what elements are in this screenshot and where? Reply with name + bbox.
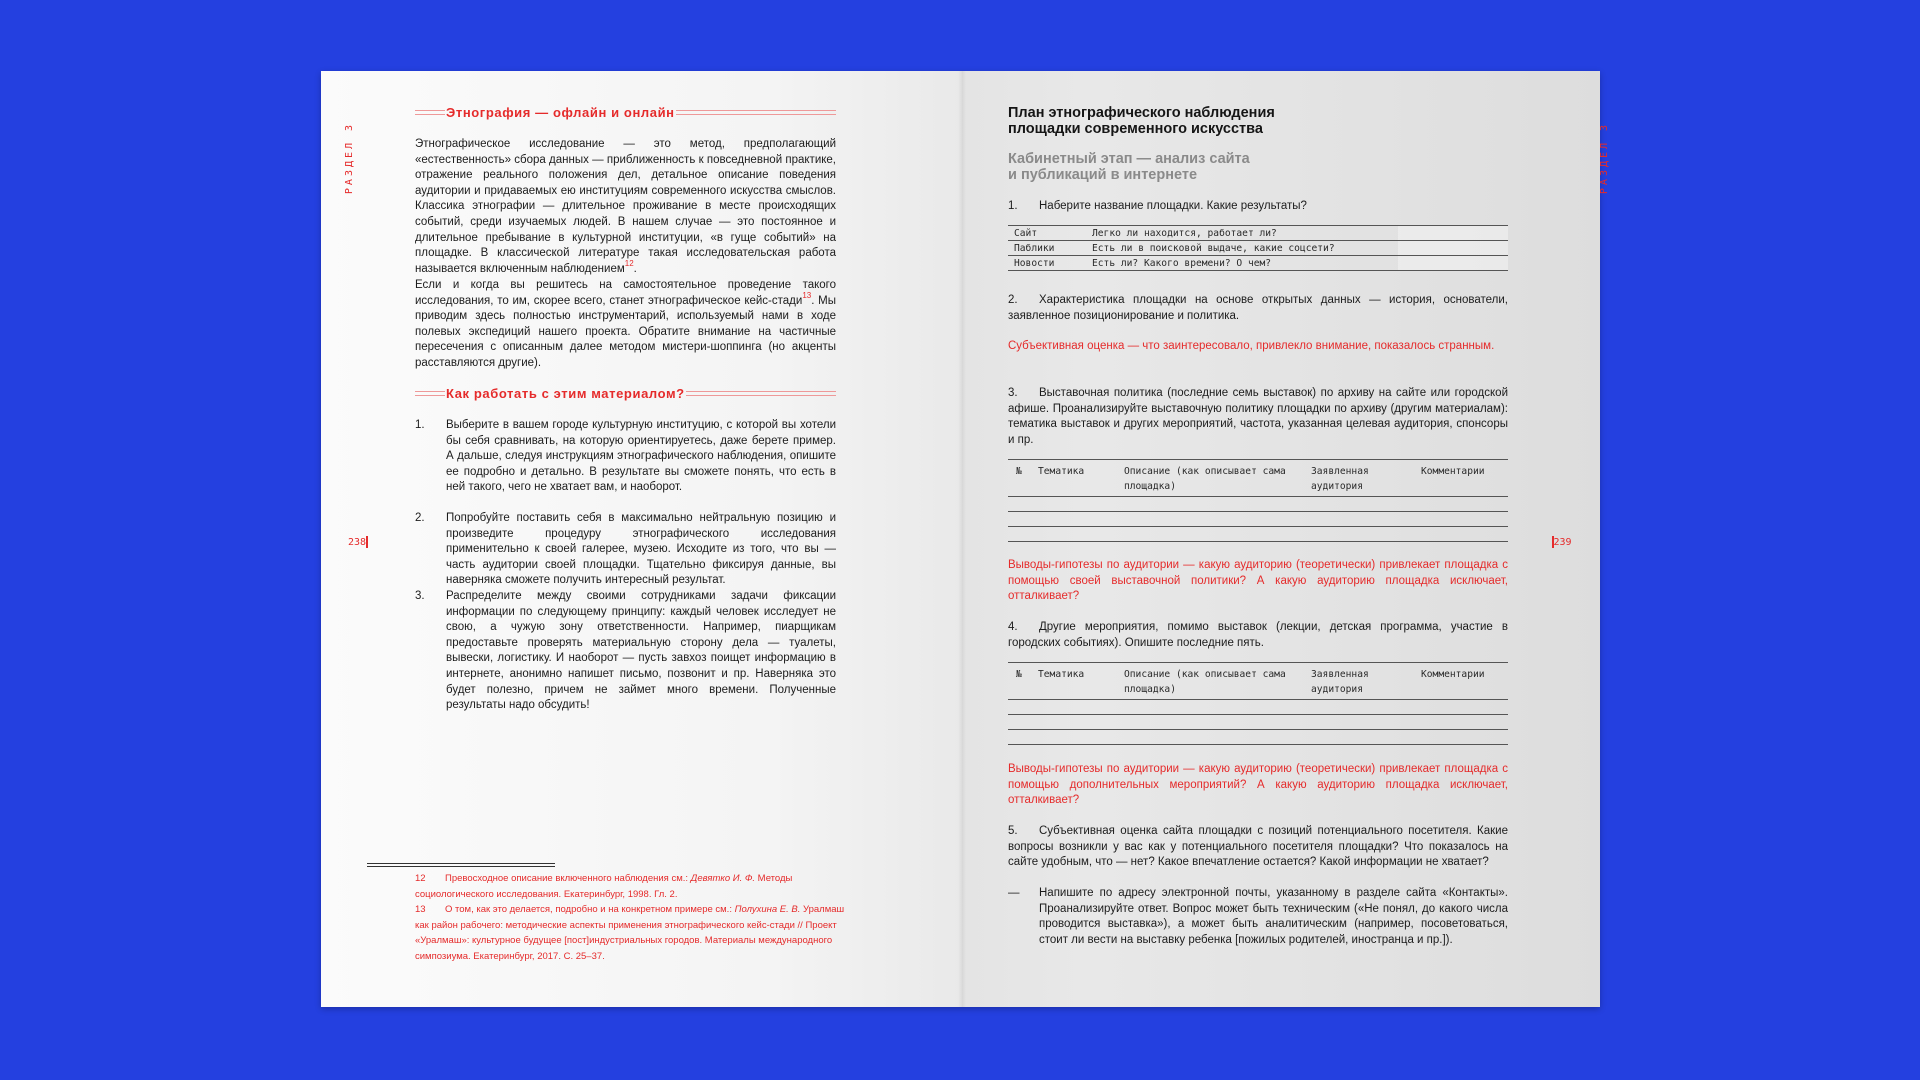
table-row xyxy=(1008,700,1508,715)
page-number: 238 xyxy=(348,537,367,548)
table-row xyxy=(1008,497,1508,512)
search-results-table xyxy=(1008,225,1508,271)
footnote-ref-13: 13 xyxy=(802,290,812,300)
question-4: 4. Другие мероприятия, помимо выставок (лекции, детская программа, участие в городских событиях). Опишите последние пять. xyxy=(1008,621,1508,649)
table-row: Паблики Есть ли в поисковой выдаче, какие соцсети? xyxy=(1008,241,1508,256)
book-spread xyxy=(321,71,1610,1007)
footnotes xyxy=(415,871,855,964)
footnote-separator xyxy=(367,863,555,867)
paragraph-1: Этнографическое исследование — это метод, предполагающий «естественность» сбора данных — приближенность к повседневной практике, отражение реального положения дел, детальное описание поведения аудитории и придаваемых ею институциям современного искусства смыслов. Классика этнографии — длительное проживание в месте происходящих событий, среди изучаемых людей. В нашем случае — это постоянное и длительное пребывание в культурной институции, «в гуще событий» на площадке. В классической литературе такая исследовательская работа называется включенным наблюдением$^{12}$. xyxy=(415,138,836,275)
question-3: 3. Выставочная политика (последние семь выставок) по архиву на сайте или городской афише. Проанализируйте выставочную политику площадки по архиву (другим материалам): тематика выставок и других мероприятий, частота, указанная целевая аудитория, спонсоры и пр. xyxy=(1008,387,1508,446)
table-row xyxy=(1008,715,1508,730)
page-title: План этнографического наблюдения площадки современного искусства xyxy=(1008,105,1275,137)
page-subtitle: Кабинетный этап — анализ сайта и публикаций в интернете xyxy=(1008,151,1250,183)
table-row xyxy=(1008,512,1508,527)
section-heading-how-to-work xyxy=(415,385,836,401)
question-5: 5. Субъективная оценка сайта площадки с позиций потенциального посетителя. Какие вопросы возникли у вас как у потенциального посетителя площадки? Что показалось на сайте удобным, что — нет? Какое впечатление остается? Какой информации не хватает? xyxy=(1008,825,1508,869)
footnote-12: 12 Превосходное описание включенного наблюдения см.: Девятко И. Ф. Методы социологического исследования. Екатеринбург, 1998. Гл. 2. xyxy=(415,873,793,900)
paragraph-2: Если и когда вы решитесь на самостоятельное проведение такого исследования, то им, скорее всего, станет этнографическое кейс-стади$^{13}$. Мы приводим здесь полностью инструментарий, используемый нами в ходе полевых экспедиций нашего проекта. Обратите внимание на частичные пересечения с описанным далее методом мистери-шоппинга (но акценты расставляются другие). xyxy=(415,279,836,369)
footnote-13: 13 О том, как это делается, подробно и на конкретном примере см.: Полухина Е. В. Уралмаш как район рабочего: методические аспекты применения этнографического кейс-стади // Проект «Уралмаш»: культурное будущее [пост]индустриальных городов. Материалы международного симпозиума. Екатеринбург, 2017. С. 25–37. xyxy=(415,904,845,962)
folio-left xyxy=(348,536,368,548)
heading-text: Как работать с этим материалом? xyxy=(446,385,685,401)
list-item: 2. Попробуйте поставить себя в максимально нейтральную позицию и произведите процедуру этнографического исследования применительно к своей галерее, музею. Исходите из того, что вы — часть аудитории своей площадки. Тщательно фиксируя данные, вы наверняка сможете получить интересный результат. xyxy=(415,512,836,587)
table-row: Сайт Легко ли находится, работает ли? xyxy=(1008,226,1508,241)
question-2: 2. Характеристика площадки на основе открытых данных — история, основатели, заявленное позиционирование и политика. xyxy=(1008,294,1508,322)
gutter xyxy=(958,71,966,1007)
left-page xyxy=(321,71,962,1007)
footnote-ref-12: 12 xyxy=(624,258,634,268)
exhibitions-table xyxy=(1008,459,1508,542)
list-item: 1. Выберите в вашем городе культурную институцию, с которой вы хотели бы себя сравнивать, на которую ориентируетесь, даже берете пример. А дальше, следуя инструкциям этнографического наблюдения, опишите ее подробно и детально. В результате вы сможете понять, что есть в ней такого, чего не хватает вам, и наоборот. xyxy=(415,419,836,494)
section-heading-ethnography xyxy=(415,104,836,120)
double-rule xyxy=(415,391,445,396)
table-header: № Тематика Описание (как описывает сама площадка) Заявленная аудитория Комментарии xyxy=(1008,459,1508,497)
table-row xyxy=(1008,527,1508,542)
double-rule xyxy=(686,391,836,396)
note-audience-hypotheses-events: Выводы-гипотезы по аудитории — какую аудиторию (теоретически) привлекает площадка с помощью дополнительных мероприятий? А какую аудиторию площадка исключает, отталкивает? xyxy=(1008,763,1508,807)
table-row: Новости Есть ли? Какого времени? О чем? xyxy=(1008,256,1508,271)
list-item: 3. Распределите между своими сотрудниками задачи фиксации информации по следующему принципу: каждый человек исследует не свою, а чужую зону ответственности. Например, пиарщикам предоставьте проверять материальную сторону дела — туалеты, вывески, логистику. И наоборот — пусть завхоз поищет информацию в интернете, анонимно напишет письмо, позвонит и пр. Наверняка это будет полезно, причем не займет много времени. Полученные результаты надо обсудить! xyxy=(415,590,836,712)
double-rule xyxy=(415,110,445,115)
table-header: № Тематика Описание (как описывает сама площадка) Заявленная аудитория Комментарии xyxy=(1008,662,1508,700)
running-head-right: РАЗДЕЛ 3 xyxy=(1599,121,1610,195)
note-subjective-assessment: Субъективная оценка — что заинтересовало, привлекло внимание, показалось странным. xyxy=(1008,340,1495,352)
page-number: 239 xyxy=(1553,537,1572,548)
right-page xyxy=(962,71,1610,1007)
heading-text: Этнография — офлайн и онлайн xyxy=(446,104,675,120)
events-table xyxy=(1008,662,1508,745)
note-audience-hypotheses-exhibitions: Выводы-гипотезы по аудитории — какую аудиторию (теоретически) привлекает площадка с помощью своей выставочной политики? А какую аудиторию площадка исключает, отталкивает? xyxy=(1008,559,1508,603)
table-row xyxy=(1008,730,1508,745)
running-head-left: РАЗДЕЛ 3 xyxy=(344,121,355,195)
folio-bar xyxy=(366,536,368,548)
folio-right xyxy=(1552,536,1572,548)
double-rule xyxy=(676,110,836,115)
dash-list-item: — Напишите по адресу электронной почты, указанному в разделе сайта «Контакты». Проанализируйте ответ. Вопрос может быть техническим («Не понял, до какого числа проводится выставка»), а может быть аналитическим (например, посоветоваться, стоит ли вести на выставку ребенка [пожилых родителей, иностранца и пр.]). xyxy=(1008,887,1508,946)
question-1: 1. Наберите название площадки. Какие результаты? xyxy=(1008,200,1307,212)
